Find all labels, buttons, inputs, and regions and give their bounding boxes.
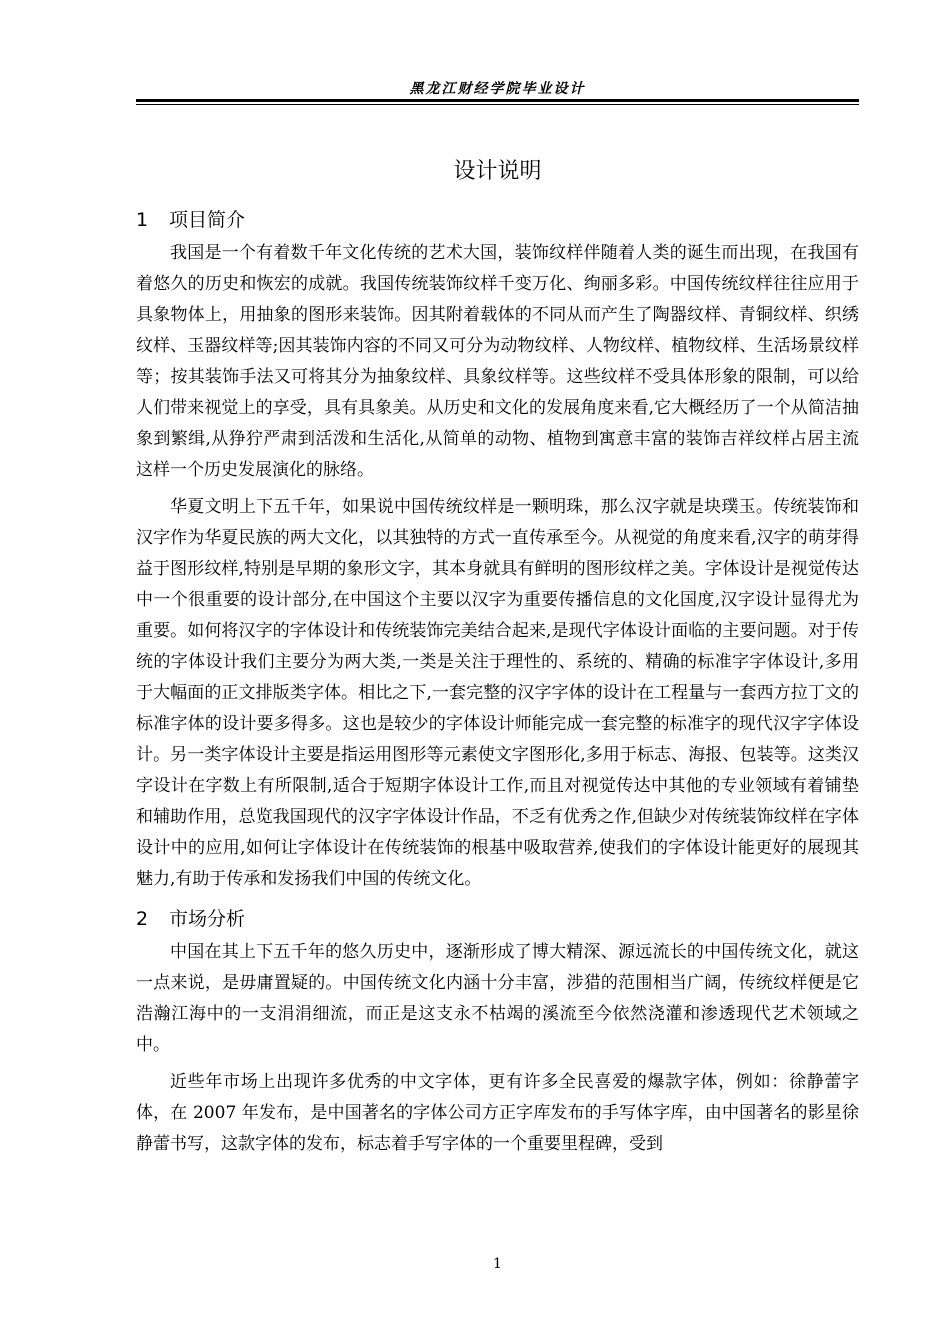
paragraph: 我国是一个有着数千年文化传统的艺术大国，装饰纹样伴随着人类的诞生而出现，在我国有着悠久的历史和恢宏的成就。我国传统装饰纹样千变万化、绚丽多彩。中国传统纹样往往应用于具象物体上，用抽象的图形来装饰。因其附着载体的不同从而产生了陶器纹样、青铜纹样、织绣纹样、玉器纹样等;因其装饰内容的不同又可分为动物纹样、人物纹样、植物纹样、生活场景纹样等；按其装饰手法又可将其分为抽象纹样、具象纹样等。这些纹样不受具体形象的限制，可以给人们带来视觉上的享受，具有具象美。从历史和文化的发展角度来看,它大概经历了一个从简洁抽象到繁缉,从狰狞严肃到活泼和生活化,从简单的动物、植物到寓意丰富的装饰吉祥纹样占居主流这样一个历史发展演化的脉络。 [136, 243, 859, 480]
document-title: 设计说明 [453, 159, 542, 184]
page-header: 黑龙江财经学院毕业设计 [409, 81, 586, 97]
section-number: 1 [136, 209, 149, 231]
section-heading [136, 901, 859, 937]
paragraph: 中国在其上下五千年的悠久历史中，逐渐形成了博大精深、源远流长的中国传统文化，就这一点来说，是毋庸置疑的。中国传统文化内涵十分丰富，涉猎的范围相当广阔，传统纹样便是它浩瀚江海中的一支涓涓细流，而正是这支永不枯竭的溪流至今依然浇灌和渗透现代艺术领域之中。 [136, 942, 859, 1055]
header-rule-thin [136, 104, 859, 105]
page-number: 1 [493, 1256, 502, 1272]
paragraph: 华夏文明上下五千年，如果说中国传统纹样是一颗明珠，那么汉字就是块璞玉。传统装饰和汉字作为华夏民族的两大文化，以其独特的方式一直传承至今。从视觉的角度来看,汉字的萌芽得益于图形纹样,特别是早期的象形文字，其本身就具有鲜明的图形纹样之美。字体设计是视觉传达中一个很重要的设计部分,在中国这个主要以汉字为重要传播信息的文化国度,汉字设计显得尤为重要。如何将汉字的字体设计和传统装饰完美结合起来,是现代字体设计面临的主要问题。对于传统的字体设计我们主要分为两大类,一类是关注于理性的、系统的、精确的标准字字体设计,多用于大幅面的正文排版类字体。相比之下,一套完整的汉字字体的设计在工程量与一套西方拉丁文的标准字体的设计要多得多。这也是较少的字体设计师能完成一套完整的标准字的现代汉字字体设计。另一类字体设计主要是指运用图形等元素使文字图形化,多用于标志、海报、包装等。这类汉字设计在字数上有所限制,适合于短期字体设计工作,而且对视觉传达中其他的专业领域有着铺垫和辅助作用，总览我国现代的汉字字体设计作品，不乏有优秀之作,但缺少对传统装饰纹样在字体设计中的应用,如何让字体设计在传统装饰的根基中吸取营养,使我们的字体设计能更好的展现其魅力,有助于传承和发扬我们中国的传统文化。 [136, 497, 859, 889]
section-title: 市场分析 [169, 908, 246, 930]
section-title: 项目简介 [169, 209, 246, 231]
header-rule-thick [136, 99, 859, 102]
section-heading [136, 202, 859, 238]
section-number: 2 [136, 908, 149, 930]
paragraph: 近些年市场上出现许多优秀的中文字体，更有许多全民喜爱的爆款字体，例如：徐静蕾字体，在 2007 年发布，是中国著名的字体公司方正字库发布的手写体字库，由中国著名的影星徐静蕾书写，这款字体的发布，标志着手写字体的一个重要里程碑，受到 [136, 1072, 859, 1154]
document-body [136, 202, 859, 1166]
